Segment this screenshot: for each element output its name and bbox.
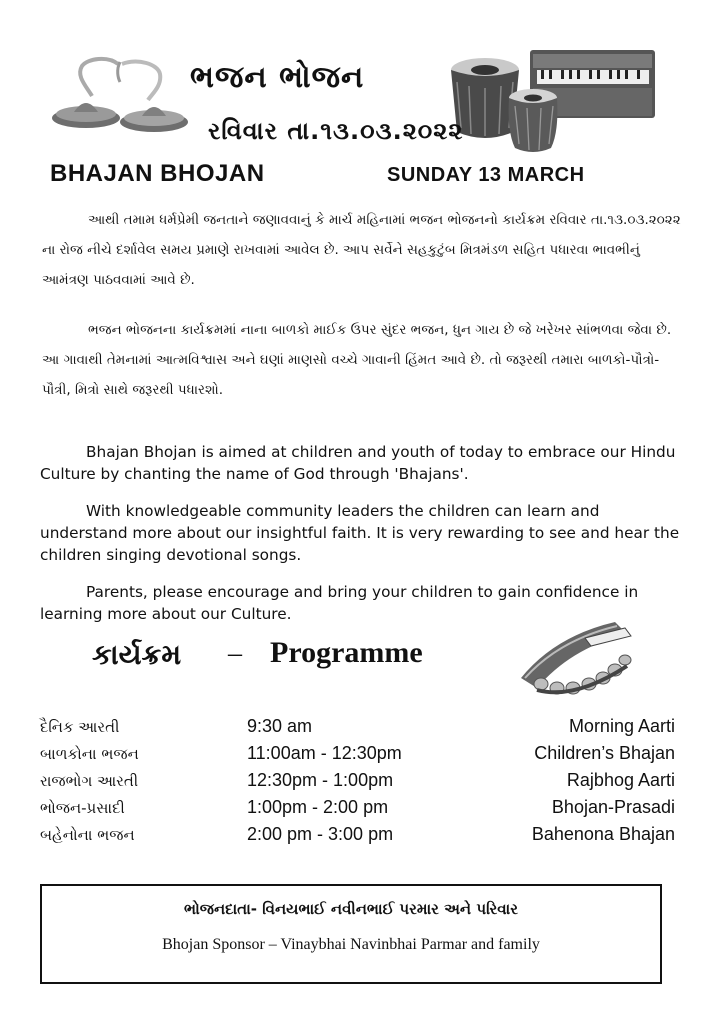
cymbals-illustration: [48, 56, 193, 141]
programme-heading-english: Programme: [270, 636, 423, 669]
gujarati-paragraph-1: આથી તમામ ધર્મપ્રેમી જનતાને જણાવવાનું કે માર્ચ મહિનામાં ભજન ભોજનનો કાર્યક્રમ રવિવાર તા.૧૩.૦૩.૨૦૨૨ ના રોજ નીચે દર્શાવેલ સમય પ્રમાણે રાખવામાં આવેલ છે. આપ સર્વેને સહકુટુંબ મિત્રમંડળ સહિત પધારવા ભાવભીનું આમંત્રણ પાઠવવામાં આવે છે.: [42, 212, 681, 288]
programme-schedule: [40, 716, 675, 851]
schedule-time: 11:00am - 12:30pm: [247, 743, 402, 763]
schedule-time: 2:00 pm - 3:00 pm: [247, 824, 394, 844]
sponsor-box: [40, 884, 662, 984]
date-gujarati: રવિવાર તા.૧૩.૦૩.૨૦૨૨: [208, 117, 464, 145]
schedule-time: 9:30 am: [247, 716, 313, 736]
schedule-row: [40, 743, 675, 770]
schedule-english: Rajbhog Aarti: [566, 770, 675, 790]
schedule-english: Bahenona Bhajan: [531, 824, 675, 844]
tabla-harmonium-illustration: [445, 42, 660, 157]
english-paragraph-3: Parents, please encourage and bring your children to gain confidence in learning more about our Culture.: [40, 583, 639, 623]
schedule-english: Children’s Bhajan: [534, 743, 675, 763]
schedule-row: [40, 824, 675, 851]
programme-heading-gujarati: કાર્યક્રમ: [92, 638, 182, 671]
title-english: BHAJAN BHOJAN: [50, 160, 265, 187]
schedule-english: Morning Aarti: [568, 716, 675, 736]
schedule-time: 1:00pm - 2:00 pm: [247, 797, 389, 817]
gujarati-paragraph-2: ભજન ભોજનના કાર્યક્રમમાં નાના બાળકો માઈક ઉપર સુંદર ભજન, ધુન ગાય છે જે ખરેખર સાંભળવા જેવા છે. આ ગાવાથી તેમનામાં આત્મવિશ્વાસ અને ઘણાં માણસો વચ્ચે ગાવાની હિંમત આવે છે. તો જરૂરથી તમારા બાળકો-પૌત્રો-પૌત્રી, મિત્રો સાથે જરૂરથી પધારશો.: [42, 322, 672, 398]
schedule-time: 12:30pm - 1:00pm: [247, 770, 394, 790]
schedule-gujarati: બહેનોના ભજન: [40, 826, 135, 844]
schedule-row: [40, 797, 675, 824]
sponsor-gujarati: ભોજનદાતા- વિનયભાઈ નવીનભાઈ પરમાર અને પરિવાર: [184, 900, 518, 918]
english-paragraph-2: With knowledgeable community leaders the children can learn and understand more about our insightful faith. It is very rewarding to see and hear the children singing devotional songs.: [40, 502, 680, 564]
schedule-english: Bhojan-Prasadi: [551, 797, 675, 817]
schedule-row: [40, 770, 675, 797]
schedule-gujarati: બાળકોના ભજન: [40, 745, 139, 763]
sponsor-english: Bhojan Sponsor – Vinaybhai Navinbhai Parmar and family: [162, 936, 540, 953]
english-paragraph-1: Bhajan Bhojan is aimed at children and youth of today to embrace our Hindu Culture by chanting the name of God through 'Bhajans'.: [40, 443, 676, 483]
tambourine-illustration: [515, 618, 645, 696]
schedule-gujarati: દૈનિક આરતી: [40, 718, 120, 736]
date-english: SUNDAY 13 MARCH: [387, 164, 585, 186]
title-gujarati: ભજન ભોજન: [190, 60, 365, 95]
schedule-gujarati: ભોજન-પ્રસાદી: [40, 799, 125, 817]
programme-heading-dash: –: [228, 638, 242, 669]
schedule-row: [40, 716, 675, 743]
schedule-gujarati: રાજભોગ આરતી: [40, 772, 139, 790]
